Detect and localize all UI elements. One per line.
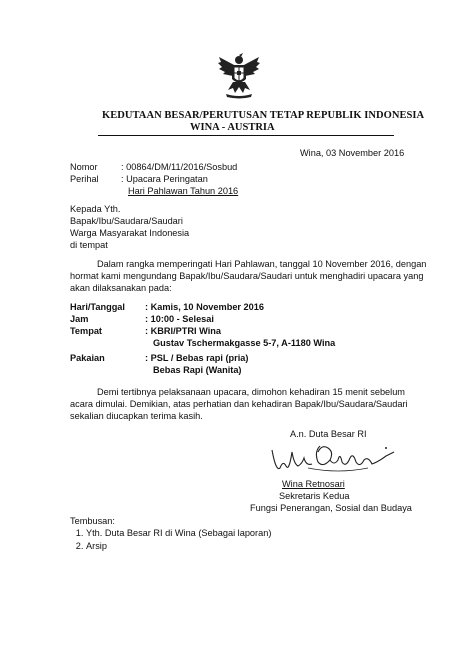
detail-value-hari: : Kamis, 10 November 2016 xyxy=(145,302,264,312)
body-paragraph-line: sekalian diucapkan terima kasih. xyxy=(70,411,203,421)
signature-drawing xyxy=(268,438,398,478)
letterhead-city: WINA - AUSTRIA xyxy=(190,122,275,133)
handwritten-signature xyxy=(268,438,398,478)
detail-label-jam: Jam xyxy=(70,314,89,324)
detail-label-tempat: Tempat xyxy=(70,326,102,336)
cc-label: Tembusan: xyxy=(70,516,115,526)
detail-value-pakaian: : PSL / Bebas rapi (pria) xyxy=(145,353,249,363)
signatory-name: Wina Retnosari xyxy=(282,479,345,489)
nomor-value: : 00864/DM/11/2016/Sosbud xyxy=(121,162,238,172)
letter-date: Wina, 03 November 2016 xyxy=(300,148,405,158)
nomor-label: Nomor xyxy=(70,162,98,172)
recipient-line: di tempat xyxy=(70,240,108,250)
signature-on-behalf: A.n. Duta Besar RI xyxy=(290,429,367,439)
cc-item: 2. Arsip xyxy=(86,540,271,553)
recipient-line: Warga Masyarakat Indonesia xyxy=(70,228,190,238)
letterhead-title: KEDUTAAN BESAR/PERUTUSAN TETAP REPUBLIK INDONESIA xyxy=(102,110,425,121)
body-paragraph-line: Demi tertibnya pelaksanaan upacara, dimohon kehadiran 15 menit sebelum xyxy=(97,387,405,397)
garuda-emblem-icon xyxy=(216,53,262,99)
body-paragraph-line: Dalam rangka memperingati Hari Pahlawan, tanggal 10 November 2016, dengan xyxy=(97,259,427,269)
cc-item: 1. Yth. Duta Besar RI di Wina (Sebagai laporan) xyxy=(86,527,271,540)
perihal-value: : Upacara Peringatan xyxy=(121,174,208,184)
body-paragraph-line: akan dilaksanakan pada: xyxy=(70,283,172,293)
detail-value-pakaian-wanita: Bebas Rapi (Wanita) xyxy=(153,365,242,375)
recipient-salutation: Kepada Yth. xyxy=(70,204,121,214)
letterhead-divider xyxy=(98,135,394,136)
detail-value-address: Gustav Tschermakgasse 5-7, A-1180 Wina xyxy=(153,338,336,348)
signatory-unit: Fungsi Penerangan, Sosial dan Budaya xyxy=(250,503,412,513)
cc-list xyxy=(70,527,271,553)
detail-label-pakaian: Pakaian xyxy=(70,353,105,363)
detail-value-jam: : 10:00 - Selesai xyxy=(145,314,214,324)
body-paragraph-line: acara dimulai. Demikian, atas perhatian dan kehadiran Bapak/Ibu/Saudara/Saudari xyxy=(70,399,408,409)
detail-label-hari: Hari/Tanggal xyxy=(70,302,125,312)
body-paragraph-line: hormat kami mengundang Bapak/Ibu/Saudara/Saudari untuk menghadiri upacara yang xyxy=(70,271,424,281)
signatory-title: Sekretaris Kedua xyxy=(279,491,350,501)
recipient-line: Bapak/Ibu/Saudara/Saudari xyxy=(70,216,183,226)
perihal-label: Perihal xyxy=(70,174,99,184)
detail-value-tempat: : KBRI/PTRI Wina xyxy=(145,326,221,336)
perihal-subject: Hari Pahlawan Tahun 2016 xyxy=(128,186,239,196)
